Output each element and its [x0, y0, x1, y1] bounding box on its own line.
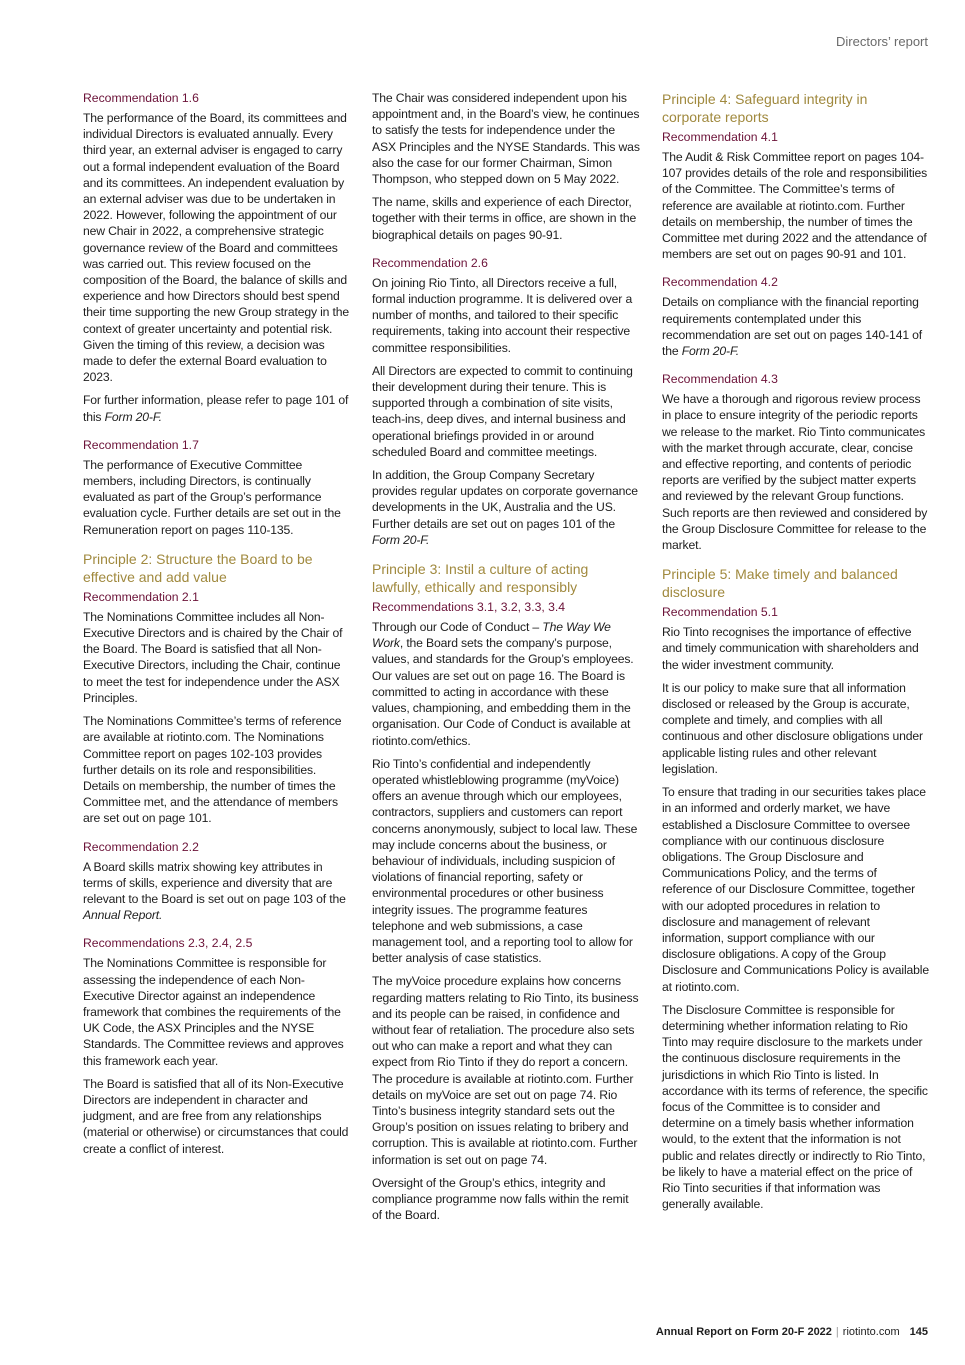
paragraph: Rio Tinto’s confidential and independently operated whistleblowing programme (myVoice) offers an avenue through which our employees, contractors, suppliers and customers can report concerns anonymously, subject to local law. These may include concerns about the business, or behaviour of individuals, including suspicion of violations of financial reporting, safety or environmental procedures or other business integrity issues. The programme features telephone and web submissions, a case management tool, and a reporting tool to allow for better analysis of case statistics. [372, 756, 638, 966]
paragraph [372, 467, 640, 548]
paragraph: The Chair was considered independent upon his appointment and, in the Board’s view, he continues to satisfy the tests for independence under the ASX Principles and the NYSE Standards. This was also the case for our former Chairman, Simon Thompson, who stepped down on 5 May 2022. [372, 91, 640, 187]
paragraph: The performance of Executive Committee members, including Directors, is continually evaluated as part of the Group’s performance evaluation cycle. Further details are set out in the Remuneration report on pages 110-135. [83, 457, 341, 537]
paragraph: It is our policy to make sure that all information disclosed or released by the Group is accurate, complete and timely, and complies with all continuous and other disclosure obligations under applicable listing rules and other relevant legislation. [662, 680, 923, 776]
column-middle [372, 90, 640, 1230]
paragraph: The performance of the Board, its committees and individual Directors is evaluated annually. Every third year, an external adviser is engaged to carry out a formal independent evaluation of the Board and its committees. An independent evaluation by an external adviser was due to be undertaken in 2022. However, following the appointment of our new Chair in 2022, a comprehensive strategic governance review of the Board and committees was carried out. This review focused on the composition of the Board, the balance of skills and experience and how Directors should best spend their time supporting the new Group strategy in the context of greater uncertainty and potential risk. Given the timing of this review, a decision was made to defer the external Board evaluation to 2023. [83, 111, 350, 385]
recommendation-4-2-heading: Recommendation 4.2 [662, 275, 778, 290]
paragraph [83, 859, 351, 924]
paragraph: The Audit & Risk Committee report on pages 104-107 provides details of the role and responsibilities of the Committee. The Committee’s terms of reference are available at riotinto.com. Further details on membership, the number of times the Committee met during 2022 and the attendance of members are set out on pages 90-91 and 101. [662, 150, 928, 262]
paragraph: The Nominations Committee includes all Non-Executive Directors and is chaired by the Chair of the Board. The Board is satisfied that all Non-Executive Directors, including the Chair, continue to meet the test for independence under the ASX Principles. [83, 609, 343, 705]
text-run: , the Board sets the company’s purpose, values, and standards for the Group’s employees. Our values are set out on page 16. The Board is committed to acting in accordance with these values, championing, and embedding them in the organisation. Our Code of Conduct is available at riotinto.com/ethics. [372, 636, 634, 748]
recommendation-2-1-heading: Recommendation 2.1 [83, 589, 199, 604]
recommendation-1-7-heading: Recommendation 1.7 [83, 437, 199, 452]
report-name: Annual Report on Form 20-F 2022 [655, 1326, 832, 1338]
paragraph: To ensure that trading in our securities takes place in an informed and orderly market, we have established a Disclosure Committee to oversee compliance with our continuous disclosure obligations. The Group Disclosure and Communications Policy, and the terms of reference of our Disclosure Committee, together with our adopted procedures in relation to disclosure and management of relevant information, support compliance with our disclosure obligations. A copy of the Group Disclosure and Communications Policy is available at riotinto.com. [662, 785, 929, 994]
italic-text: Annual Report. [83, 908, 163, 923]
footer-separator: | [835, 1326, 839, 1338]
paragraph [662, 294, 930, 359]
recommendation-4-3-heading: Recommendation 4.3 [662, 372, 778, 387]
paragraph: Oversight of the Group’s ethics, integrity and compliance programme now falls within the remit of the Board. [372, 1175, 629, 1223]
recommendation-1-6-heading: Recommendation 1.6 [83, 91, 199, 105]
paragraph: The name, skills and experience of each Director, together with their terms in office, are shown in the biographical details on pages 90-91. [372, 195, 637, 242]
recommendation-2-6-heading: Recommendation 2.6 [372, 255, 488, 270]
recommendation-3-1-heading: Recommendations 3.1, 3.2, 3.3, 3.4 [372, 600, 566, 615]
column-right [662, 90, 930, 1219]
website-link[interactable]: riotinto.com [842, 1326, 900, 1338]
text-run: For further information, please refer to page 101 of this [83, 393, 349, 424]
paragraph: The Disclosure Committee is responsible for determining whether information relating to Rio Tinto may require disclosure to the markets under the continuous disclosure requirements in the jurisdictions in which Rio Tinto is listed. In accordance with its terms of reference, the specific focus of the Committee is to consider and determine on a timely basis whether information would, to the extent that the information is not public and relates directly or indirectly to Rio Tinto, be likely to have a material effect on the price of Rio Tinto securities if that information was generally available. [662, 1002, 928, 1212]
principle-5-heading: Principle 5: Make timely and balanced disclosure [662, 566, 898, 601]
principle-3-heading: Principle 3: Instil a culture of acting lawfully, ethically and responsibly [372, 561, 589, 596]
text-run: Through our Code of Conduct – [372, 620, 543, 635]
principle-2-heading: Principle 2: Structure the Board to be effective and add value [83, 550, 313, 585]
page-footer [656, 1326, 928, 1338]
italic-text: Form 20-F. [104, 409, 162, 424]
italic-text: Form 20-F. [372, 532, 430, 547]
paragraph [372, 619, 640, 749]
paragraph: On joining Rio Tinto, all Directors receive a full, formal induction programme. It is delivered over a number of months, and tailored to their specific requirements, taking into account their respective committee responsibilities. [372, 275, 633, 355]
paragraph: The myVoice procedure explains how concerns regarding matters relating to Rio Tinto, its business and its people can be raised, in confidence and without fear of retaliation. The procedure also sets out who can make a report and what they can expect from Rio Tinto if they do report a concern. The procedure is available at riotinto.com. Further details on myVoice are set out on page 74. Rio Tinto’s business integrity standard sets out the Group’s position on issues relating to bribery and corruption. This is available at riotinto.com. Further information is set out on page 74. [372, 974, 639, 1167]
paragraph: The Nominations Committee is responsible for assessing the independence of each Non-Executive Director against an independence framework that combines the requirements of the UK Code, the ASX Principles and the NYSE Standards. The Committee reviews and approves this framework each year. [83, 956, 344, 1068]
text-run: In addition, the Group Company Secretary provides regular updates on corporate governance developments in the UK, Australia and the US. Further details are set out on pages 101 of the [372, 468, 638, 531]
recommendation-5-1-heading: Recommendation 5.1 [662, 605, 778, 620]
paragraph [83, 392, 351, 424]
text-run: Details on compliance with the financial reporting requirements contemplated under this recommendation are set out on pages 140-141 of the [662, 295, 923, 359]
paragraph: The Board is satisfied that all of its Non-Executive Directors are independent in character and judgment, and are free from any relationships (material or otherwise) or circumstances that could create a conflict of interest. [83, 1076, 349, 1156]
recommendation-2-2-heading: Recommendation 2.2 [83, 839, 199, 854]
page-number: 145 [909, 1326, 928, 1338]
paragraph: We have a thorough and rigorous review process in place to ensure integrity of the periodic reports we release to the market. Rio Tinto communicates with the market through accurate, clear, concise and effective reporting, and contents of periodic reports are verified by the subject matter experts and reviewed by the relevant Group functions. Such reports are then reviewed and considered by the Group Disclosure Committee for release to the market. [662, 392, 928, 553]
paragraph: Rio Tinto recognises the importance of effective and timely communication with shareholders and the wider investment community. [662, 625, 919, 672]
column-left [83, 90, 351, 1164]
recommendation-2-3-heading: Recommendations 2.3, 2.4, 2.5 [83, 936, 253, 951]
italic-text: The Way We Work [372, 620, 611, 651]
section-title: Directors’ report [836, 34, 928, 49]
principle-4-heading: Principle 4: Safeguard integrity in corporate reports [662, 91, 868, 125]
text-run: A Board skills matrix showing key attributes in terms of skills, experience and diversity that are relevant to the Board is set out on page 103 of the [83, 859, 346, 906]
recommendation-4-1-heading: Recommendation 4.1 [662, 130, 778, 144]
paragraph: The Nominations Committee’s terms of reference are available at riotinto.com. The Nominations Committee report on pages 102-103 provides further details on its role and responsibilities. Details on membership, the number of times the Committee met, and the attendance of members are set out on page 101. [83, 714, 342, 826]
paragraph: All Directors are expected to commit to continuing their development during their tenure. This is supported through a combination of site visits, teach-ins, deep dives, and internal business and operational briefings provided in or around scheduled Board and committee meetings. [372, 363, 633, 459]
italic-text: Form 20-F. [681, 344, 739, 359]
